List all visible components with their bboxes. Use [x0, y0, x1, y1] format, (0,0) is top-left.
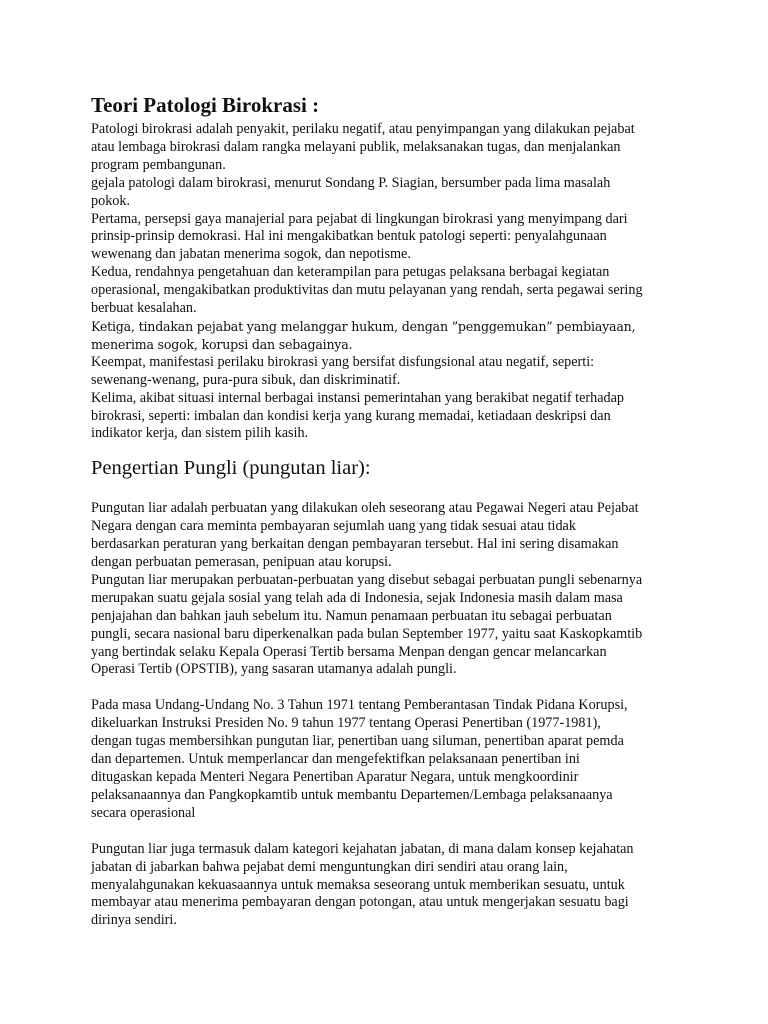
paragraph-pungli-definition: Pungutan liar adalah perbuatan yang dilakukan oleh seseorang atau Pegawai Negeri atau Pejabat Negara dengan cara meminta pembayaran sejumlah uang yang tidak sesuai atau tidak berdasarkan peraturan yang berkaitan dengan pembayaran tersebut. Hal ini sering disamakan dengan perbuatan pemerasan, penipuan atau korupsi. — [91, 500, 639, 571]
section-title-pungli: Pengertian Pungli (pungutan liar): — [91, 457, 371, 480]
document-page — [91, 92, 691, 930]
paragraph-ketiga: Ketiga, tindakan pejabat yang melanggar hukum, dengan ”penggemukan” pembiayaan, menerima sogok, korupsi dan sebagainya. — [91, 318, 636, 352]
paragraph-pungli-law: Pada masa Undang-Undang No. 3 Tahun 1971 tentang Pemberantasan Tindak Pidana Korupsi, dikeluarkan Instruksi Presiden No. 9 tahun 1977 tentang Operasi Penertiban (1977-1981), dengan tugas membersihkan pungutan liar, penertiban uang siluman, penertiban aparat pemda dan departemen. Untuk memperlancar dan mengefektifkan pelaksanaan penertiban ini ditugaskan kepada Menteri Negara Penertiban Aparatur Negara, untuk mengkoordinir pelaksanaannya dan Pangkopkamtib untuk membantu Departemen/Lembaga pelaksanaanya secara operasional — [91, 697, 628, 821]
paragraph-pungli-crime: Pungutan liar juga termasuk dalam kategori kejahatan jabatan, di mana dalam konsep kejahatan jabatan di jabarkan bahwa pejabat demi menguntungkan diri sendiri atau orang lain, menyalahgunakan kekuasaannya untuk memaksa seseorang untuk memberikan sesuatu, untuk membayar atau menerima pembayaran dengan potongan, atau untuk mengerjakan sesuatu bagi dirinya sendiri. — [91, 840, 634, 929]
paragraph-pertama: Pertama, persepsi gaya manajerial para pejabat di lingkungan birokrasi yang menyimpang dari prinsip-prinsip demokrasi. Hal ini mengakibatkan bentuk patologi seperti: penyalahgunaan wewenang dan jabatan menerima sogok, dan nepotisme. — [91, 210, 628, 263]
section-spacer — [91, 443, 691, 455]
paragraph-kedua: Kedua, rendahnya pengetahuan dan keterampilan para petugas pelaksana berbagai kegiatan operasional, mengakibatkan produktivitas dan mutu pelayanan yang rendah, serta pegawai sering berbuat kesalahan. — [91, 264, 643, 317]
paragraph-kelima: Kelima, akibat situasi internal berbagai instansi pemerintahan yang berakibat negatif terhadap birokrasi, seperti: imbalan dan kondisi kerja yang kurang memadai, ketiadaan deskripsi dan indikator kerja, dan sistem pilih kasih. — [91, 389, 625, 442]
paragraph-sources-intro: gejala patologi dalam birokrasi, menurut Sondang P. Siagian, bersumber pada lima masalah pokok. — [91, 174, 611, 209]
paragraph-pungli-history: Pungutan liar merupakan perbuatan-perbuatan yang disebut sebagai perbuatan pungli sebenarnya merupakan suatu gejala sosial yang telah ada di Indonesia, sejak Indonesia masih dalam masa penjajahan dan bahkan jauh sebelum itu. Namun penamaan perbuatan itu sebagai perbuatan pungli, secara nasional baru diperkenalkan pada bulan September 1977, yaitu saat Kaskopkamtib yang bertindak selaku Kepala Operasi Tertib bersama Menpan dengan gencar melancarkan Operasi Tertib (OPSTIB), yang sasaran utamanya adalah pungli. — [91, 571, 643, 678]
paragraph-keempat: Keempat, manifestasi perilaku birokrasi yang bersifat disfungsional atau negatif, seperti: sewenang-wenang, pura-pura sibuk, dan diskriminatif. — [91, 353, 595, 388]
section-title-patologi: Teori Patologi Birokrasi : — [91, 93, 320, 117]
paragraph-definition: Patologi birokrasi adalah penyakit, perilaku negatif, atau penyimpangan yang dilakukan pejabat atau lembaga birokrasi dalam rangka melayani publik, melaksanakan tugas, dan menjalankan program pembangunan. — [91, 121, 635, 173]
paragraph-spacer — [91, 823, 691, 841]
heading-spacer — [91, 481, 691, 500]
paragraph-spacer — [91, 679, 691, 697]
